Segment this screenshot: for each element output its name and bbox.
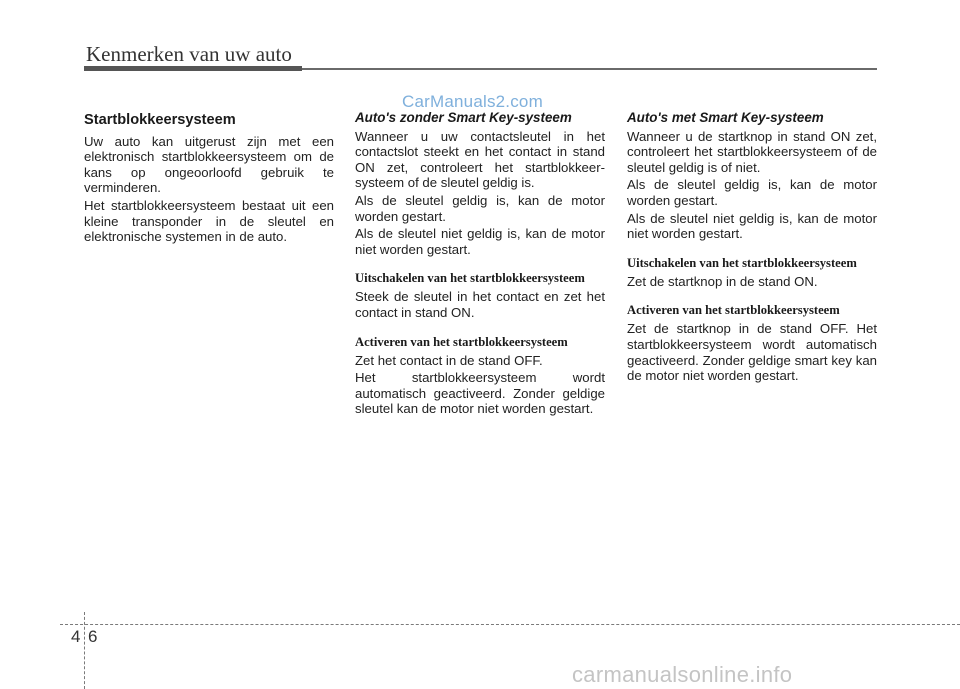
section-heading: Auto's zonder Smart Key-systeem <box>355 110 572 125</box>
paragraph: Het startblokkeersysteem bestaat uit een kleine transponder in de sleutel en elektronische systemen in de auto. <box>84 197 334 245</box>
page-number: 6 <box>88 627 98 646</box>
watermark-top-link[interactable]: CarManuals2.com <box>402 92 543 111</box>
paragraph: Zet het contact in de stand OFF. <box>355 352 543 368</box>
subsection-heading: Uitschakelen van het startblokkeersysteem <box>355 271 585 286</box>
footer-divider <box>84 612 85 689</box>
paragraph: Zet de startknop in de stand ON. <box>627 273 818 289</box>
paragraph: Als de sleutel geldig is, kan de motor worden gestart. <box>355 192 605 224</box>
watermark-bottom-link[interactable]: carmanualsonline.info <box>572 662 793 687</box>
header-rule <box>302 68 877 70</box>
paragraph: Het startblokkeersysteem wordt automatisch geactiveerd. Zonder geldige sleutel kan de motor niet worden gestart. <box>355 370 605 417</box>
paragraph: Steek de sleutel in het contact en zet het contact in stand ON. <box>355 289 605 320</box>
column-3 <box>627 110 877 386</box>
paragraph: Wanneer u de startknop in stand ON zet, controleert het startblokkeersysteem of de sleutel geldig is of niet. <box>627 128 877 175</box>
section-heading: Auto's met Smart Key-systeem <box>627 110 824 125</box>
chapter-number: 4 <box>71 627 81 646</box>
paragraph: Als de sleutel niet geldig is, kan de motor niet worden gestart. <box>627 210 877 242</box>
paragraph: Als de sleutel niet geldig is, kan de motor niet worden gestart. <box>355 226 605 257</box>
subsection-heading: Uitschakelen van het startblokkeersysteem <box>627 255 857 270</box>
paragraph: Zet de startknop in de stand OFF. Het startblokkeersysteem wordt automatisch geactiveerd. Zonder geldige smart key kan de motor niet worden gestart. <box>627 321 877 384</box>
paragraph: Uw auto kan uitgerust zijn met een elektronisch startblokkeersysteem om de kans op ongeoorloofd gebruik te verminderen. <box>84 133 334 196</box>
page-header-title: Kenmerken van uw auto <box>86 42 292 66</box>
column-2 <box>355 110 605 419</box>
footer-rule <box>60 624 960 625</box>
header-bar <box>84 66 302 71</box>
column-1 <box>84 110 334 247</box>
subsection-heading: Activeren van het startblokkeersysteem <box>627 303 840 318</box>
paragraph: Als de sleutel geldig is, kan de motor worden gestart. <box>627 177 877 208</box>
paragraph: Wanneer u uw contactsleutel in het contactslot steekt en het contact in stand ON zet, controleert het startblokkeer-systeem of de sleutel geldig is. <box>355 128 605 191</box>
section-heading: Startblokkeersysteem <box>84 112 236 128</box>
subsection-heading: Activeren van het startblokkeersysteem <box>355 334 568 349</box>
